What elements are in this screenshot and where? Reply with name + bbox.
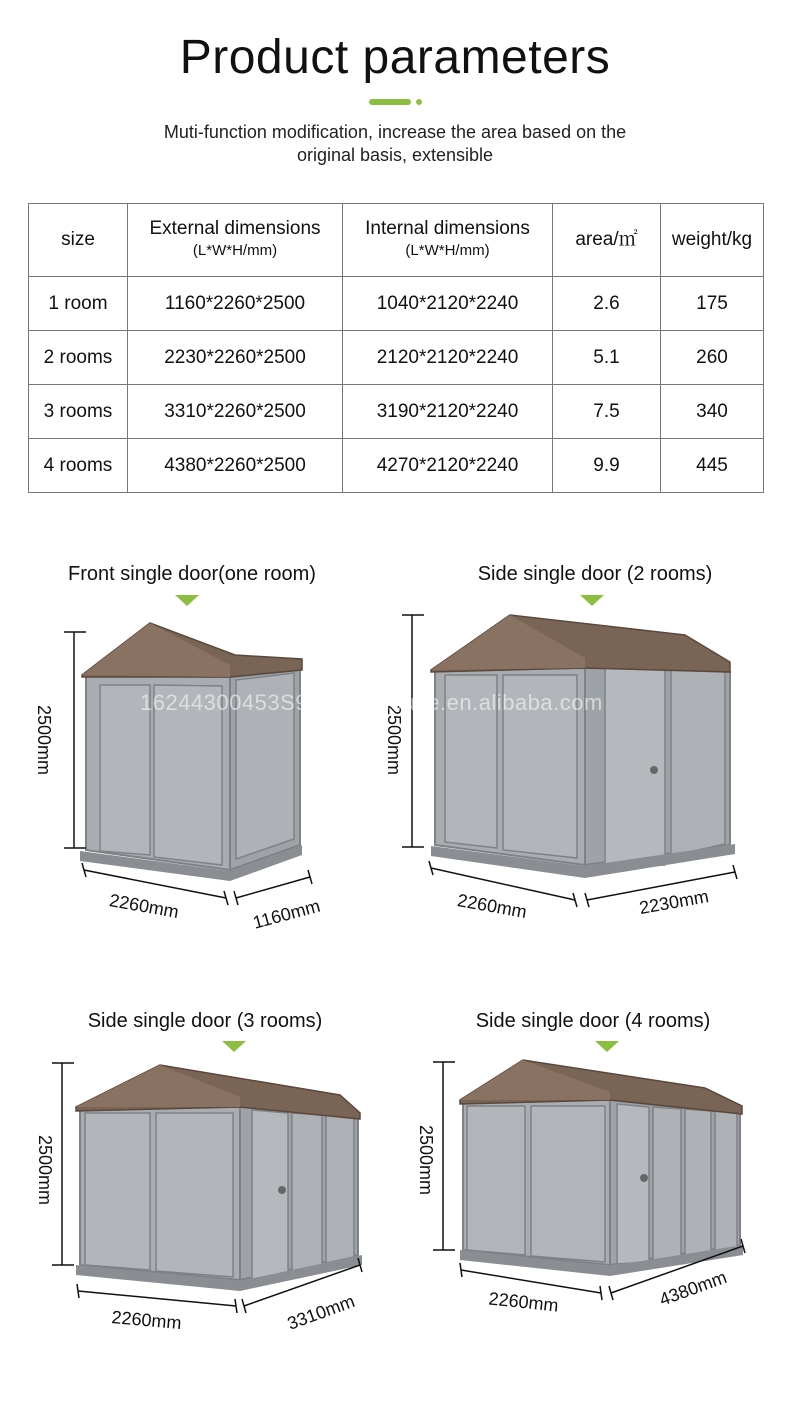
header-weight: weight/kg [661,204,764,277]
underline-dot [416,99,422,105]
cell-area: 2.6 [553,277,661,331]
subtitle-line-2: original basis, extensible [296,145,494,165]
cell-weight: 260 [661,331,764,385]
figure-3-rooms-illustration [30,1055,380,1355]
width-label-3-rooms: 2260mm [110,1307,183,1334]
down-arrow-icon [175,595,199,606]
cell-area: 5.1 [553,331,661,385]
cell-weight: 175 [661,277,764,331]
cell-area: 9.9 [553,439,661,493]
cabin-1-room [80,623,302,881]
length-label-3-rooms: 3310mm [284,1290,358,1334]
figure-caption-3-rooms: Side single door (3 rooms) [87,1010,323,1032]
height-label-2-rooms: 2500mm [384,704,404,776]
height-label-3-rooms: 2500mm [35,1134,55,1206]
table-header-row [29,204,764,277]
height-label-1-room: 2500mm [34,704,54,776]
figure-4-rooms-illustration [405,1050,755,1350]
page-title: Product parameters [179,31,611,84]
table-row [29,385,764,439]
width-label-4-rooms: 2260mm [487,1288,560,1316]
header-internal-label: Internal dimensions [365,218,530,239]
cell-size: 1 room [29,277,128,331]
parameters-table [28,203,764,493]
cell-internal: 4270*2120*2240 [343,439,553,493]
header-internal [343,204,553,277]
cell-size: 4 rooms [29,439,128,493]
cell-internal: 3190*2120*2240 [343,385,553,439]
cabin-2-rooms [431,615,735,878]
cell-external: 4380*2260*2500 [128,439,343,493]
height-label-4-rooms: 2500mm [416,1124,436,1196]
width-label-1-room: 2260mm [107,890,181,923]
down-arrow-icon [222,1041,246,1052]
length-label-2-rooms: 2230mm [637,886,711,919]
cell-size: 2 rooms [29,331,128,385]
header-internal-unit: (L*W*H/mm) [405,242,490,259]
figure-caption-4-rooms: Side single door (4 rooms) [475,1010,711,1032]
cabin-3-rooms [76,1065,362,1291]
subtitle-line-1: Muti-function modification, increase the area based on the [163,122,627,142]
table-row [29,331,764,385]
cell-weight: 340 [661,385,764,439]
figure-caption-1-room: Front single door(one room) [68,563,316,585]
underline-bar [369,99,411,105]
length-label-4-rooms: 4380mm [656,1266,730,1310]
figure-1-room-illustration [30,615,350,945]
cell-size: 3 rooms [29,385,128,439]
table-row [29,277,764,331]
header-external-unit: (L*W*H/mm) [192,242,278,259]
cell-external: 2230*2260*2500 [128,331,343,385]
cell-external: 1160*2260*2500 [128,277,343,331]
cell-internal: 2120*2120*2240 [343,331,553,385]
cabin-4-rooms [460,1060,743,1276]
header-external [128,204,343,277]
header-size: size [29,204,128,277]
figure-caption-2-rooms: Side single door (2 rooms) [477,563,713,585]
table-row [29,439,764,493]
down-arrow-icon [580,595,604,606]
header-external-label: External dimensions [149,218,321,239]
cell-area: 7.5 [553,385,661,439]
length-label-1-room: 1160mm [250,895,323,933]
cell-weight: 445 [661,439,764,493]
watermark-text: 16244300453S9.topplahouse.en.alibaba.com [140,690,603,715]
cell-external: 3310*2260*2500 [128,385,343,439]
header-area: area/㎡ [553,204,661,277]
page-subtitle [95,121,695,167]
cell-internal: 1040*2120*2240 [343,277,553,331]
width-label-2-rooms: 2260mm [455,890,529,923]
figure-2-rooms-illustration [385,610,755,930]
